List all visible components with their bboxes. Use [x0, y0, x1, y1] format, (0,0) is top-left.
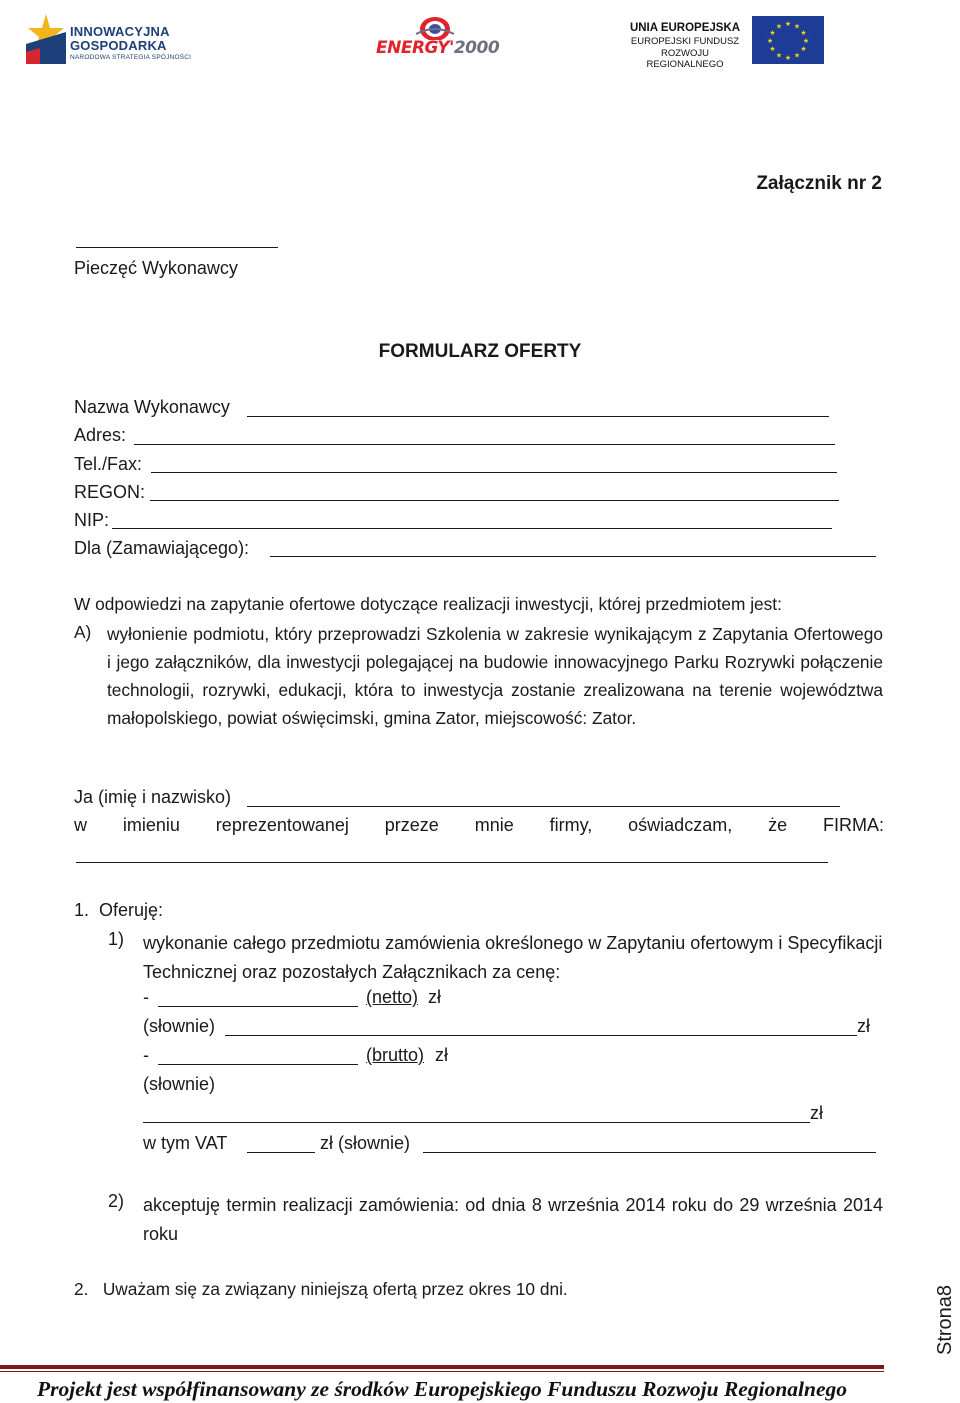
nip-field[interactable]	[112, 528, 832, 529]
brutto-words-label: (słownie)	[143, 1074, 216, 1094]
intro-text: W odpowiedzi na zapytanie ofertowe dotyczące realizacji inwestycji, której przedmiotem jest:	[74, 594, 782, 614]
svg-text:★: ★	[784, 54, 792, 62]
vat-words-label: zł (słownie)	[320, 1133, 411, 1153]
footer-cofinancing-note: Projekt jest współfinansowany ze środków Europejskiego Funduszu Rozwoju Regionalnego	[37, 1377, 847, 1401]
netto-words-label: (słownie)	[143, 1016, 216, 1036]
point2-section	[74, 1279, 568, 1300]
svg-text:★: ★	[766, 37, 774, 45]
svg-text:★: ★	[793, 51, 801, 60]
innowacyjna-gospodarka-logo-mark-icon	[26, 14, 66, 64]
svg-text:★: ★	[793, 22, 801, 31]
innowacyjna-gospodarka-logo	[26, 14, 196, 66]
declarant-name-field[interactable]	[247, 806, 840, 807]
netto-dash: -	[143, 987, 149, 1007]
client-field[interactable]	[270, 556, 876, 557]
energy-2000-logo	[376, 10, 500, 68]
vat-label: w tym VAT	[143, 1133, 228, 1153]
page-number: Strona8	[934, 1284, 956, 1355]
svg-text:★: ★	[775, 51, 783, 60]
offer-heading: Oferuję:	[99, 900, 164, 920]
logo-right-line2: EUROPEJSKI FUNDUSZ	[630, 36, 740, 47]
contractor-name-field[interactable]	[247, 416, 829, 417]
logo-left-line3: NARODOWA STRATEGIA SPÓJNOŚCI	[70, 54, 192, 61]
logo-left-line1: INNOWACYJNA	[70, 24, 170, 39]
company-declaration-text: w imieniu reprezentowanej przeze mnie firmy, oświadczam, że FIRMA:	[74, 815, 884, 835]
svg-text:★: ★	[769, 29, 776, 37]
offer-item2-text: akceptuję termin realizacji zamówienia: od dnia 8 września 2014 roku do 29 września 2014 roku	[143, 1195, 883, 1244]
address-field[interactable]	[134, 444, 835, 445]
offer-number: 1.	[74, 900, 90, 920]
offer-section	[74, 900, 163, 921]
eu-erdf-logo	[622, 16, 826, 70]
brutto-price-field[interactable]	[158, 1064, 358, 1065]
logo-right-line3: ROZWOJU REGIONALNEGO	[646, 48, 724, 70]
offer-item1-label: 1)	[108, 929, 125, 949]
svg-text:★: ★	[800, 45, 807, 53]
annex-number: Załącznik nr 2	[756, 173, 882, 194]
contractor-stamp-label: Pieczęć Wykonawcy	[74, 258, 238, 278]
address-label: Adres:	[74, 425, 127, 445]
brutto-currency: zł	[435, 1045, 448, 1065]
brutto-words-currency: zł	[810, 1103, 823, 1123]
energy-word: ENERGY	[376, 38, 450, 58]
svg-text:★: ★	[800, 29, 807, 37]
phone-fax-field[interactable]	[151, 472, 837, 473]
netto-words-field[interactable]	[225, 1035, 857, 1036]
svg-text:★: ★	[784, 20, 792, 28]
svg-text:★: ★	[775, 22, 783, 31]
energy-2000-wordmark: ENERGY'2000	[376, 38, 500, 58]
phone-fax-label: Tel./Fax:	[74, 454, 143, 474]
form-title: FORMULARZ OFERTY	[378, 341, 582, 362]
svg-text:★: ★	[802, 37, 810, 45]
point2-number: 2.	[74, 1279, 89, 1299]
eu-flag-icon	[752, 16, 824, 64]
brutto-label: (brutto)	[366, 1045, 425, 1065]
contractor-name-label: Nazwa Wykonawcy	[74, 397, 230, 417]
offer-item1-text: wykonanie całego przedmiotu zamówienia określonego w Zapytaniu ofertowym i Specyfikacji Technicznej oraz pozostałych Załącznikach za cenę:	[143, 933, 883, 982]
brutto-dash: -	[143, 1045, 149, 1065]
vat-words-field[interactable]	[423, 1152, 876, 1153]
energy-2000-globe-icon	[376, 10, 494, 40]
netto-words-currency: zł	[857, 1016, 870, 1036]
footer-rule-thin	[0, 1371, 884, 1372]
netto-price-field[interactable]	[158, 1006, 358, 1007]
svg-text:★: ★	[769, 45, 776, 53]
point-a-label: A)	[74, 622, 92, 642]
point-a-text: wyłonienie podmiotu, który przeprowadzi Szkolenia w zakresie wynikającym z Zapytania Ofertowego i jego załączników, dla inwestycji polegającej na budowie innowacyjnego Parku Rozrywki połączenie technologii, rozrywki, edukacji, która to inwestycja zostanie zrealizowana na terenie województwa małopolskiego, powiat oświęcimski, gmina Zator, miejscowość: Zator.	[107, 624, 883, 728]
nip-label: NIP:	[74, 510, 110, 530]
logo-right-line1: UNIA EUROPEJSKA	[629, 22, 741, 34]
regon-label: REGON:	[74, 482, 146, 502]
offer-item2-label: 2)	[108, 1191, 125, 1211]
netto-label: (netto)	[366, 987, 419, 1007]
energy-year: 2000	[453, 38, 500, 58]
company-name-field[interactable]	[76, 862, 828, 863]
regon-field[interactable]	[150, 500, 839, 501]
declarant-name-label: Ja (imię i nazwisko)	[74, 787, 232, 807]
client-label: Dla (Zamawiającego):	[74, 538, 250, 558]
brutto-words-field[interactable]	[143, 1122, 810, 1123]
stamp-line	[76, 247, 278, 248]
vat-amount-field[interactable]	[247, 1152, 315, 1153]
logo-left-line2: GOSPODARKA	[70, 38, 167, 53]
footer-rule-thick	[0, 1365, 884, 1369]
point2-text: Uważam się za związany niniejszą ofertą przez okres 10 dni.	[102, 1279, 568, 1299]
netto-currency: zł	[428, 987, 441, 1007]
